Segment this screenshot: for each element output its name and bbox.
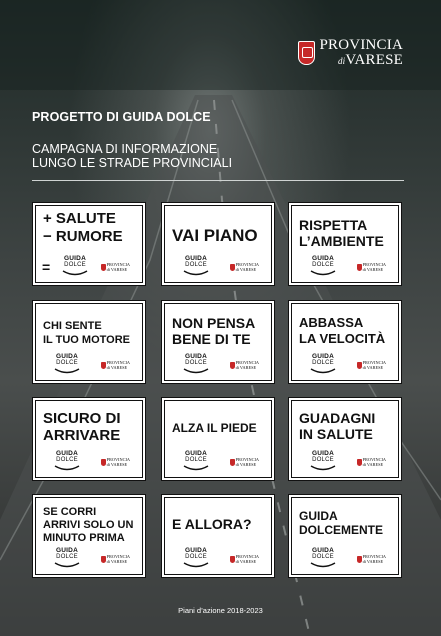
mini-line2: di VARESE (106, 558, 128, 564)
mini-logo (357, 555, 386, 564)
mini-line2: di VARESE (106, 461, 128, 467)
card-line1: ALZA IL PIEDE (172, 421, 257, 435)
mini-crest-icon (357, 556, 362, 563)
mini-line1: PROVINCIA (106, 457, 130, 462)
guida-dolce-logo (179, 353, 213, 374)
logo-di: di (337, 56, 346, 66)
dolce-text: DOLCE (185, 457, 207, 463)
card-line1: CHI SENTE (43, 320, 102, 332)
guida-dolce-logo (306, 547, 340, 568)
guida-dolce-logo (306, 255, 340, 276)
footer-text: Piani d’azione 2018-2023 (178, 606, 263, 615)
sign-card (288, 494, 402, 578)
mini-crest-icon (101, 264, 106, 271)
smile-icon (183, 368, 209, 374)
mini-crest-icon (101, 459, 106, 466)
guida-dolce-logo (179, 255, 213, 276)
sign-card (161, 494, 275, 578)
mini-line2: di VARESE (106, 364, 128, 370)
card-line3: = (42, 259, 51, 275)
mini-line1: PROVINCIA (106, 360, 130, 365)
mini-logo (230, 458, 259, 467)
guida-dolce-logo (179, 450, 213, 471)
provincia-logo (298, 38, 403, 68)
mini-logo (357, 458, 386, 467)
card-line2: ARRIVI SOLO UN (43, 519, 134, 531)
mini-logo (230, 263, 259, 272)
mini-crest-icon (357, 264, 362, 271)
card-line1: NON PENSA (172, 315, 256, 331)
divider (32, 180, 404, 181)
mini-crest-icon (101, 362, 106, 369)
smile-icon (183, 270, 209, 276)
sign-card (161, 300, 275, 384)
dolce-text: DOLCE (312, 360, 334, 366)
smile-icon (183, 465, 209, 471)
mini-logo (101, 263, 130, 272)
mini-logo (101, 555, 130, 564)
sign-card (32, 397, 146, 481)
dolce-text: DOLCE (185, 360, 207, 366)
page-title: PROGETTO DI GUIDA DOLCE (32, 110, 211, 124)
mini-line1: PROVINCIA (106, 262, 130, 267)
card-line1: RISPETTA (299, 217, 368, 233)
card-line2: LA VELOCITÀ (299, 331, 386, 346)
subtitle-line1: CAMPAGNA DI INFORMAZIONE (32, 142, 218, 156)
mini-crest-icon (230, 556, 235, 563)
mini-line2: di VARESE (235, 461, 257, 467)
card-line1: SE CORRI (43, 506, 97, 518)
sign-card (32, 494, 146, 578)
smile-icon (310, 465, 336, 471)
smile-icon (310, 270, 336, 276)
card-line2: BENE DI TE (172, 331, 251, 347)
mini-logo (230, 361, 259, 370)
guida-dolce-logo (50, 547, 84, 568)
mini-crest-icon (357, 362, 362, 369)
guida-text: GUIDA (56, 547, 78, 554)
mini-crest-icon (101, 556, 106, 563)
card-line2: DOLCEMENTE (299, 523, 383, 537)
guida-dolce-logo (306, 450, 340, 471)
card-line1: SICURO DI (43, 410, 121, 427)
dolce-text: DOLCE (185, 262, 207, 268)
mini-line2: di VARESE (235, 558, 257, 564)
guida-text: GUIDA (185, 255, 207, 262)
mini-line2: di VARESE (235, 364, 257, 370)
mini-line1: PROVINCIA (362, 360, 386, 365)
card-line2: IL TUO MOTORE (43, 334, 130, 346)
smile-icon (183, 562, 209, 568)
dolce-text: DOLCE (185, 554, 207, 560)
guida-text: GUIDA (312, 255, 334, 262)
smile-icon (54, 368, 80, 374)
mini-line2: di VARESE (362, 364, 384, 370)
subtitle-line2: LUNGO LE STRADE PROVINCIALI (32, 156, 233, 170)
guida-text: GUIDA (64, 255, 86, 262)
smile-icon (54, 465, 80, 471)
guida-dolce-logo (58, 255, 92, 276)
card-line1: GUADAGNI (299, 410, 376, 426)
card-line1: ABBASSA (299, 315, 364, 330)
guida-text: GUIDA (312, 450, 334, 457)
dolce-text: DOLCE (312, 457, 334, 463)
guida-text: GUIDA (56, 450, 78, 457)
sign-card (161, 202, 275, 286)
mini-line2: di VARESE (235, 266, 257, 272)
mini-crest-icon (230, 362, 235, 369)
logo-line2 (320, 53, 403, 68)
guida-dolce-logo (50, 353, 84, 374)
mini-line1: PROVINCIA (235, 554, 259, 559)
mini-line2: di VARESE (106, 266, 128, 272)
dolce-text: DOLCE (56, 360, 78, 366)
mini-crest-icon (357, 459, 362, 466)
card-line1: GUIDA (299, 509, 338, 523)
card-line2: ARRIVARE (43, 427, 121, 444)
mini-line2: di VARESE (362, 461, 384, 467)
mini-line1: PROVINCIA (235, 262, 259, 267)
guida-text: GUIDA (185, 450, 207, 457)
mini-line1: PROVINCIA (235, 457, 259, 462)
mini-line1: PROVINCIA (362, 457, 386, 462)
card-line2: L’AMBIENTE (299, 233, 384, 249)
mini-logo (101, 361, 130, 370)
smile-icon (310, 562, 336, 568)
mini-crest-icon (230, 264, 235, 271)
dolce-text: DOLCE (56, 554, 78, 560)
guida-text: GUIDA (185, 547, 207, 554)
mini-logo (357, 361, 386, 370)
card-line3: MINUTO PRIMA (43, 532, 125, 544)
card-line2: − RUMORE (43, 228, 123, 245)
sign-card (288, 202, 402, 286)
mini-logo (101, 458, 130, 467)
guida-text: GUIDA (312, 353, 334, 360)
mini-line1: PROVINCIA (362, 262, 386, 267)
sign-card (288, 397, 402, 481)
dolce-text: DOLCE (64, 262, 86, 268)
mini-line1: PROVINCIA (362, 554, 386, 559)
mini-logo (230, 555, 259, 564)
smile-icon (62, 270, 88, 276)
logo-line2-text: VARESE (345, 52, 403, 68)
mini-line2: di VARESE (362, 558, 384, 564)
logo-line1: PROVINCIA (319, 37, 403, 53)
smile-icon (54, 562, 80, 568)
mini-line2: di VARESE (362, 266, 384, 272)
mini-crest-icon (230, 459, 235, 466)
guida-dolce-logo (50, 450, 84, 471)
card-line1: VAI PIANO (172, 226, 258, 245)
guida-text: GUIDA (56, 353, 78, 360)
crest-icon (298, 41, 315, 65)
mini-line1: PROVINCIA (235, 360, 259, 365)
sign-card (288, 300, 402, 384)
sign-card (32, 300, 146, 384)
card-line2: IN SALUTE (299, 426, 373, 442)
dolce-text: DOLCE (312, 554, 334, 560)
smile-icon (310, 368, 336, 374)
card-line1: + SALUTE (43, 210, 116, 227)
page-subtitle (32, 142, 232, 170)
mini-logo (357, 263, 386, 272)
sign-card (161, 397, 275, 481)
dolce-text: DOLCE (312, 262, 334, 268)
sign-card (32, 202, 146, 286)
guida-text: GUIDA (185, 353, 207, 360)
guida-dolce-logo (179, 547, 213, 568)
mini-line1: PROVINCIA (106, 554, 130, 559)
dolce-text: DOLCE (56, 457, 78, 463)
guida-dolce-logo (306, 353, 340, 374)
card-line1: E ALLORA? (172, 516, 252, 532)
guida-text: GUIDA (312, 547, 334, 554)
